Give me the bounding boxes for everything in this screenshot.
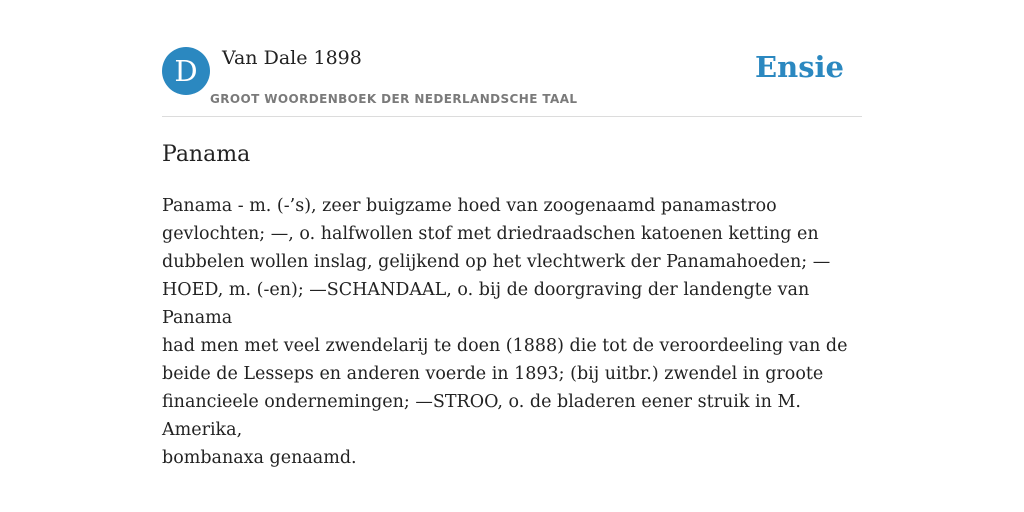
definition-line: bombanaxa genaamd. <box>162 448 357 468</box>
source-logo: D <box>162 47 210 95</box>
definition-line: HOED, m. (-en); —SCHANDAAL, o. bij de doorgraving der landengte van Panama <box>162 280 810 328</box>
definition-line: dubbelen wollen inslag, gelijkend op het vlechtwerk der Panamahoeden; — <box>162 252 831 272</box>
definition-line: Panama - m. (-’s), zeer buigzame hoed van zoogenaamd panamastroo <box>162 196 777 216</box>
entry-definition <box>162 192 862 472</box>
definition-line: financieele ondernemingen; —STROO, o. de bladeren eener struik in M. Amerika, <box>162 392 801 440</box>
definition-line: beide de Lesseps en anderen voerde in 1893; (bij uitbr.) zwendel in groote <box>162 364 824 384</box>
definition-line: had men met veel zwendelarij te doen (1888) die tot de veroordeeling van de <box>162 336 848 356</box>
source-title[interactable]: Van Dale 1898 <box>222 47 362 69</box>
ensie-logo-link[interactable]: Ensie <box>755 50 844 84</box>
definition-line: gevlochten; —, o. halfwollen stof met driedraadschen katoenen ketting en <box>162 224 819 244</box>
source-subtitle: GROOT WOORDENBOEK DER NEDERLANDSCHE TAAL <box>210 92 578 106</box>
entry-headword: Panama <box>162 142 251 167</box>
source-header <box>162 46 862 117</box>
